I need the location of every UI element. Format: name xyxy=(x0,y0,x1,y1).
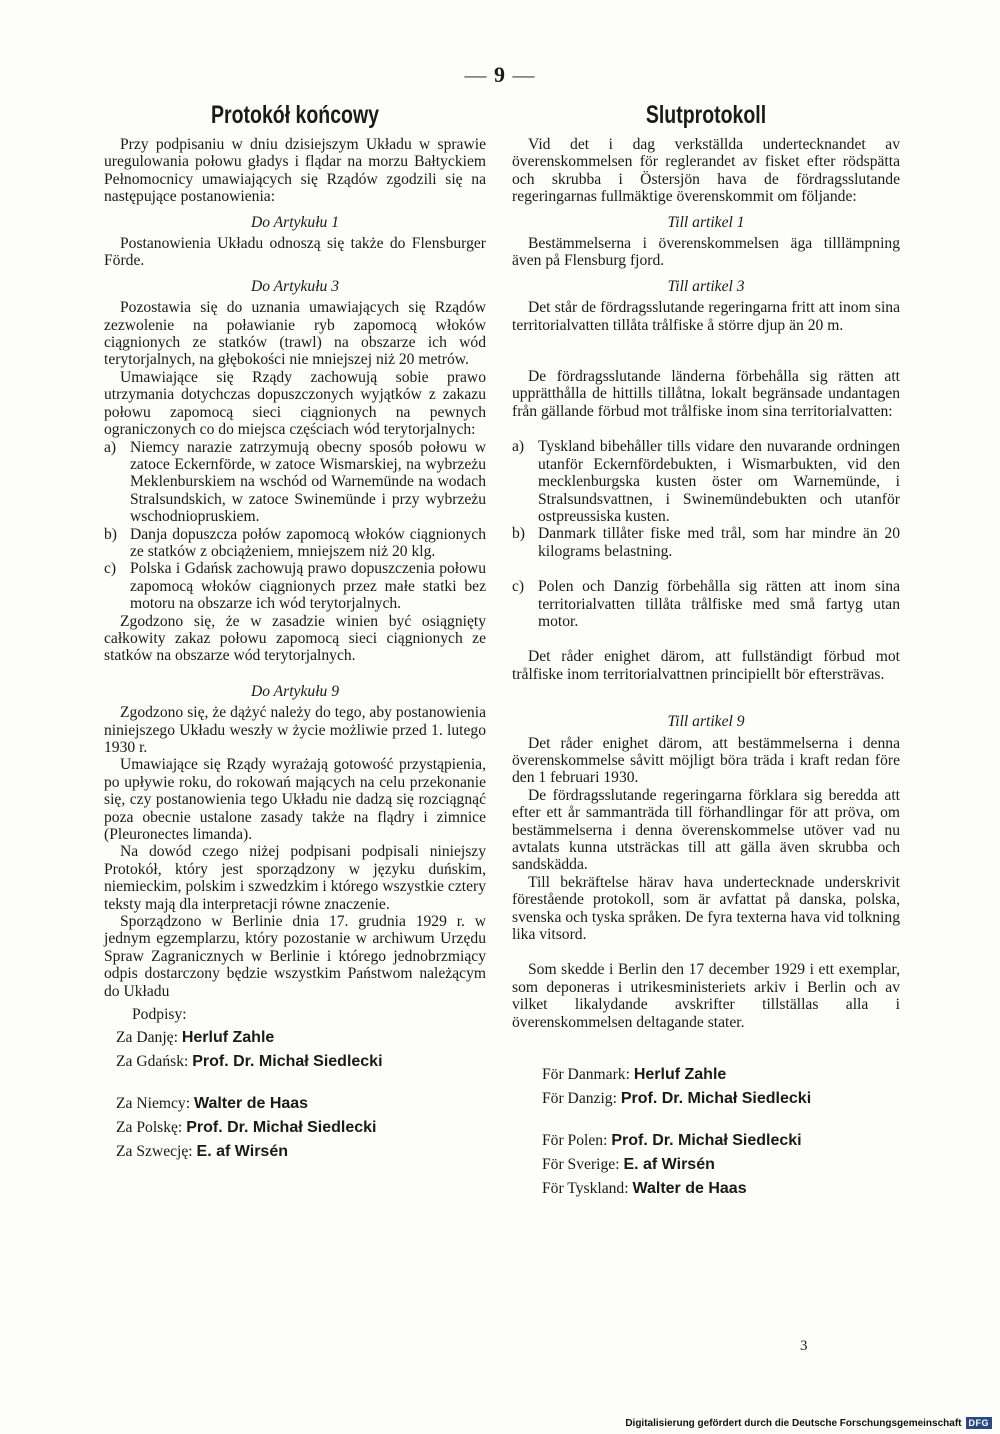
polish-art9-p4: Sporządzono w Berlinie dnia 17. grudnia 1929 r. w jednym egzemplarzu, który pozostanie w archiwum Urzędu Spraw Zagranicznych w Berlinie i którego jednobrzmiący odpis dostarczony będzie wszystkim Państwom należącym do Układu xyxy=(104,913,486,1000)
signature-label: För Polen: xyxy=(542,1132,608,1150)
signature-name: Herluf Zahle xyxy=(181,1028,275,1046)
polish-art9-p1: Zgodzono się, że dążyć należy do tego, aby postanowienia niniejszego Układu weszły w życie możliwie przed 1. lutego 1930 r. xyxy=(104,704,486,756)
item-text: Polen och Danzig förbehålla sig rätten att inom sina territorialvatten tillåta trålfiske med små fartyg utan motor. xyxy=(538,578,900,630)
page-number xyxy=(0,62,1000,88)
polish-signatures-label: Podpisy: xyxy=(132,1006,187,1024)
signature-label: För Danzig: xyxy=(542,1090,617,1108)
polish-art3-item-b xyxy=(104,526,486,561)
signature-label: Za Szwecję: xyxy=(116,1142,193,1160)
sheet-number: 3 xyxy=(800,1338,808,1354)
polish-art9-p2: Umawiające się Rządy wyrażają gotowość przystąpienia, po upływie roku, do rokowań mających na celu przekonanie się, czy postanowienia tego Układu nie dadzą się rozciągnąć poza obecnie ustalone zasady także na flądry i zimnice (Pleuronectes limanda). xyxy=(104,756,486,844)
signature-name: E. af Wirsén xyxy=(196,1142,288,1160)
signature-label: För Danmark: xyxy=(542,1066,630,1084)
item-text: Tyskland bibehåller tills vidare den nuvarande ordningen utanför Eckernfördebukten, i Wismarbukten, vid den mecklenburgska kusten öster om Warnemünde, i Stralsundsvattnen, i Swinemündebukten och utanför ostpreussiska kusten. xyxy=(538,438,900,525)
polish-art9-heading: Do Artykułu 9 xyxy=(250,682,340,700)
signature-name: Prof. Dr. Michał Siedlecki xyxy=(611,1132,802,1150)
polish-title: Protokół końcowy xyxy=(211,101,379,129)
polish-art9-p3: Na dowód czego niżej podpisani podpisali niniejszy Protokół, który jest sporządzony w języku duńskim, niemieckim, polskim i szwedzkim i którego wszystkie cztery teksty mają dla interpretacji równe znaczenie. xyxy=(104,843,486,913)
swedish-art3-p3: Det råder enighet därom, att fullständigt förbud mot trålfiske inom territorialvattnen principiellt bör eftersträvas. xyxy=(512,648,900,683)
polish-signature-row xyxy=(104,1142,486,1162)
swedish-signature-row xyxy=(512,1065,900,1085)
page-number-dash-right: — xyxy=(512,62,536,87)
item-text: Polska i Gdańsk zachowują prawo dopuszczenia połowu zapomocą włoków ciągnionych przez małe statki bez motoru na obszarze ich wód terytorjalnych. xyxy=(130,560,486,613)
polish-signature-row xyxy=(104,1028,486,1048)
item-marker: c) xyxy=(104,560,117,578)
polish-column xyxy=(104,100,486,1162)
item-text: Danmark tillåter fiske med trål, som har mindre än 20 kilograms belastning. xyxy=(538,525,900,560)
swedish-art9-p2: De fördragsslutande regeringarna förklara sig beredda att efter ett år sammanträda till förhandlingar för att pröva, om bestämmelserna i denna överenskommelse utöver vad nu avtalats kunna utsträckas till att gälla även skrubba och sandskädda. xyxy=(512,786,900,874)
item-text: Danja dopuszcza połów zapomocą włoków ciągnionych ze statków z obciążeniem, mniejszem niż 20 klg. xyxy=(130,525,486,560)
swedish-art3-item-a xyxy=(512,438,900,525)
item-marker: c) xyxy=(512,578,525,596)
polish-intro: Przy podpisaniu w dniu dzisiejszym Układu w sprawie uregulowania połowu gładys i flądar na morzu Bałtyckiem Pełnomocnicy umawiających się Rządów zgodzili się na następujące postanowienia: xyxy=(104,136,486,206)
signature-name: E. af Wirsén xyxy=(623,1156,715,1174)
swedish-signature-row xyxy=(512,1155,900,1175)
polish-signature-row xyxy=(104,1052,486,1072)
swedish-title: Slutprotokoll xyxy=(645,101,767,129)
item-marker: b) xyxy=(512,525,525,543)
swedish-art3-item-b xyxy=(512,525,900,560)
polish-signature-row xyxy=(104,1094,486,1114)
signature-label: För Tyskland: xyxy=(542,1180,629,1198)
signature-label: För Sverige: xyxy=(542,1156,620,1174)
signature-name: Herluf Zahle xyxy=(633,1066,727,1084)
swedish-art9-p4: Som skedde i Berlin den 17 december 1929 i ett exemplar, som deponeras i utrikesministeriets arkiv i Berlin och av vilket likalydande avskrifter tillställas alla i överenskommelsen deltagande stater. xyxy=(512,961,900,1031)
polish-art1-heading: Do Artykułu 1 xyxy=(250,213,340,231)
swedish-art9-p1: Det råder enighet därom, att bestämmelserna i denna överenskommelse såvitt möjligt böra träda i kraft redan före den 1 februari 1930. xyxy=(512,734,900,787)
polish-art3-p3: Zgodzono się, że w zasadzie winien być osiągnięty całkowity zakaz połowu zapomocą sieci ciągnionych ze statków na obszarze wód terytorjalnych. xyxy=(104,612,486,665)
page-number-value: 9 xyxy=(494,62,506,87)
swedish-signature-row xyxy=(512,1131,900,1151)
signature-label: Za Gdańsk: xyxy=(116,1052,189,1070)
polish-art3-item-a xyxy=(104,439,486,526)
signature-name: Walter de Haas xyxy=(193,1094,309,1112)
polish-art3-item-c xyxy=(104,560,486,612)
swedish-signature-row xyxy=(512,1179,900,1199)
polish-art3-p1: Pozostawia się do uznania umawiających się Rządów zezwolenie na poławianie ryb zapomocą włoków ciągnionych ze statków (trawl) na obszarze ich wód terytorjalnych, na głębokości nie mniejszej niż 20 metrów. xyxy=(104,299,486,369)
signature-label: Za Polskę: xyxy=(116,1118,183,1136)
item-marker: b) xyxy=(104,525,117,543)
polish-art3-p2: Umawiające się Rządy zachowują sobie prawo utrzymania dotychczas dopuszczonych wyjątków z zakazu połowu zapomocą sieci ciągnionych na pewnych ograniczonych co do miejsca częściach wód terytorjalnych: xyxy=(104,368,486,439)
signature-name: Prof. Dr. Michał Siedlecki xyxy=(186,1118,377,1136)
swedish-art9-heading: Till artikel 9 xyxy=(667,713,745,731)
signature-name: Walter de Haas xyxy=(632,1180,747,1198)
item-marker: a) xyxy=(104,438,117,456)
swedish-art3-heading: Till artikel 3 xyxy=(667,277,745,295)
page-number-dash-left: — xyxy=(464,62,488,87)
swedish-art3-item-c xyxy=(512,578,900,630)
swedish-art3-p1: Det står de fördragsslutande regeringarna fritt att inom sina territorialvatten tillåta trålfiske å större djup än 20 m. xyxy=(512,299,900,334)
item-marker: a) xyxy=(512,438,525,456)
polish-signature-row xyxy=(104,1118,486,1138)
item-text: Niemcy narazie zatrzymują obecny sposób połowu w zatoce Eckernförde, w zatoce Wismarskiej, na wybrzeżu Meklenburskiem na wschód od Warnemünde na wodach Stralsundskich, w zatoce Swinemünde i przy wybrzeżu wschodniopruskiem. xyxy=(130,438,486,526)
swedish-signature-row xyxy=(512,1089,900,1109)
dfg-logo-icon: DFG xyxy=(966,1417,993,1429)
signature-name: Prof. Dr. Michał Siedlecki xyxy=(192,1052,383,1070)
swedish-art3-p2: De fördragsslutande länderna förbehålla sig rätten att upprätthålla de hittills tillåtna, lokalt begränsade undantagen från gällande förbud mot trålfiske inom sina territorialvatten: xyxy=(512,368,900,420)
signature-name: Prof. Dr. Michał Siedlecki xyxy=(620,1090,812,1108)
swedish-art9-p3: Till bekräftelse härav hava undertecknade underskrivit förestående protokoll, som är avfattat på danska, polska, svenska och tyska språken. De fyra texterna hava vid tolkning lika vitsord. xyxy=(512,873,900,944)
polish-art3-heading: Do Artykułu 3 xyxy=(250,277,340,295)
footer-text: Digitalisierung gefördert durch die Deutsche Forschungsgemeinschaft xyxy=(625,1417,962,1429)
swedish-column xyxy=(512,100,900,1199)
swedish-art1-heading: Till artikel 1 xyxy=(667,213,745,231)
polish-art1-text: Postanowienia Układu odnoszą się także do Flensburger Förde. xyxy=(104,235,486,270)
signature-label: Za Niemcy: xyxy=(116,1094,191,1112)
swedish-intro: Vid det i dag verkställda undertecknandet av överenskommelsen för reglerandet av fisket efter rödspätta och skrubba i Östersjön hava de fördragsslutande regeringarnas fullmäktige överenskommit om följande: xyxy=(512,136,900,206)
footer xyxy=(625,1417,992,1429)
signature-label: Za Danję: xyxy=(116,1028,178,1046)
swedish-art1-text: Bestämmelserna i överenskommelsen äga tilllämpning även på Flensburg fjord. xyxy=(512,235,900,270)
